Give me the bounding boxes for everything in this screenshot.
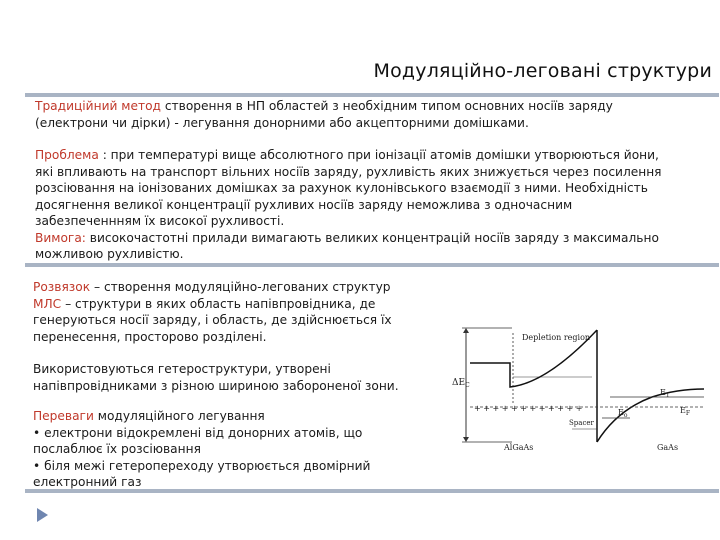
top-separator [25, 93, 719, 97]
requirement-label: Вимога: [35, 230, 86, 245]
requirement-text: високочастотні прилади вимагають великих концентрацій носіїв заряду з максимально можливою рухливістю. [35, 230, 659, 261]
problem-paragraph [35, 147, 665, 230]
material-gaas: GaAs [657, 443, 679, 452]
problem-label: Проблема [35, 148, 99, 162]
e0-label: $E_o$ [618, 408, 628, 419]
heterostructures-paragraph: Використовуються гетероструктури, утворені напівпровідниками з різною шириною забороненої зони. [33, 362, 399, 393]
solution-block [33, 279, 433, 394]
ionized-donors: + + + + + + + + + + + + [474, 404, 583, 413]
delta-ec-label: $\Delta E_C$ [452, 378, 470, 389]
band-diagram [452, 325, 710, 453]
intro-block [35, 98, 665, 263]
advantage-item-2: • біля межі гетеропереходу утворюється двомірний електронний газ [33, 458, 371, 489]
traditional-method-paragraph [35, 98, 665, 131]
requirement-paragraph [35, 230, 665, 263]
solution-text: – створення модуляційно-легованих структур [90, 280, 391, 294]
advantage-item-1: • електрони відокремлені від донорних атомів, що послаблює їх розсіювання [33, 425, 363, 456]
slide-title: Модуляційно-леговані структури [373, 60, 712, 82]
delta-ec-arrow-bottom [463, 437, 469, 442]
depletion-region-label: Depletion region [522, 333, 591, 342]
bottom-separator [25, 489, 719, 493]
traditional-method-label: Традиційний метод [35, 99, 161, 113]
traditional-method-text: створення в НП областей з необхідним типом основних носіїв заряду (електрони чи дірки) - легування донорними або акцепторними домішками. [35, 99, 613, 130]
advantages-label: Переваги [33, 409, 94, 423]
spacer-label: Spacer [569, 419, 594, 427]
material-algaas: AlGaAs [504, 443, 534, 452]
ef-label: $E_F$ [680, 406, 691, 417]
advantages-list [33, 425, 393, 491]
next-slide-arrow-icon[interactable] [37, 508, 48, 522]
middle-separator [25, 263, 719, 267]
solution-paragraph [33, 279, 433, 296]
advantages-block [33, 408, 393, 491]
advantages-heading [33, 408, 393, 425]
advantages-text: модуляційного легування [93, 409, 265, 423]
delta-ec-arrow-top [463, 328, 469, 333]
mls-paragraph [33, 296, 433, 346]
mls-text: – структури в яких область напівпровідника, де генеруються носії заряду, і область, де здійснюється їх перенесення, просторово розділені. [33, 296, 392, 344]
e1-label: $E_1$ [660, 388, 670, 399]
solution-label: Розвязок [33, 280, 91, 294]
problem-text: : при температурі вище абсолютного при іонізації атомів домішки утворюються йони, які впливають на транспорт вільних носіїв заряду, рухливість яких знижується через посилення розсіювання на іонізованих домішках за рахунок кулонівського взаємодії з ними. Необхідність досягнення великої концентрації рухливих носіїв заряду неможлива з одночасним забезпеченнням їх високої рухливості. [35, 148, 662, 228]
mls-label: МЛС [33, 296, 62, 311]
